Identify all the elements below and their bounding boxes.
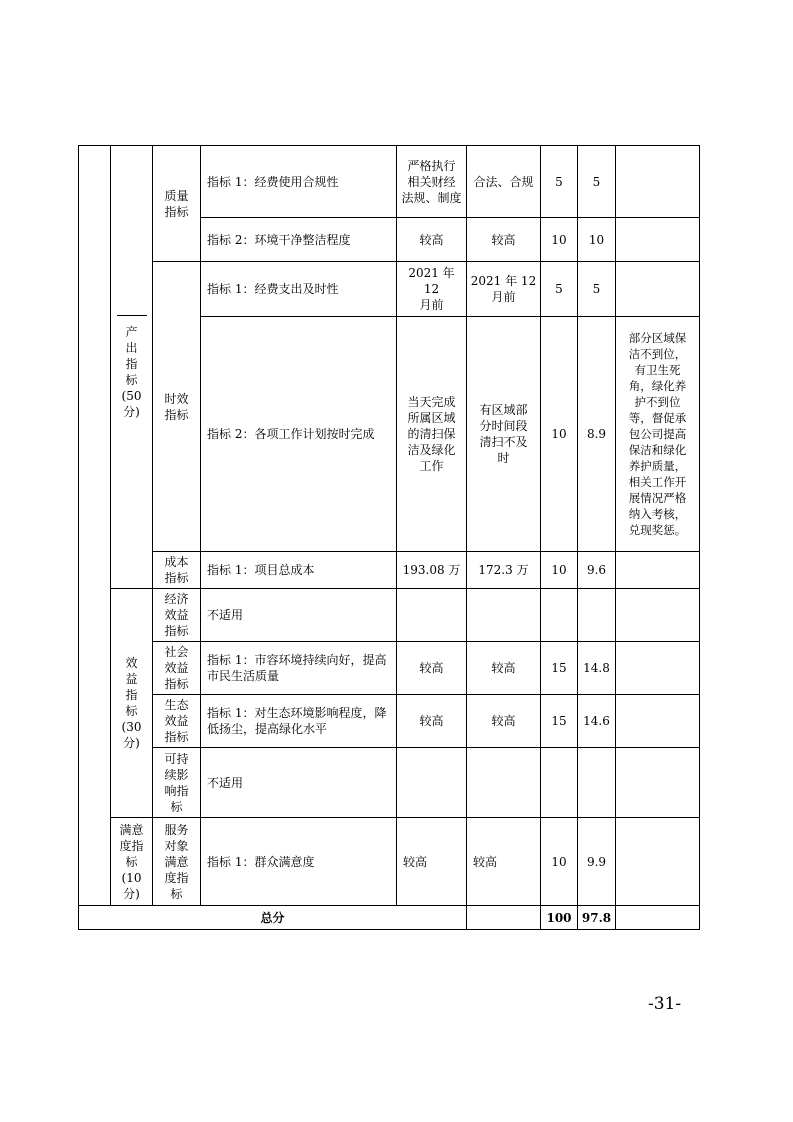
ecological-benefit-label: 生态 效益 指标 <box>153 695 201 748</box>
weight-cell: 10 <box>541 818 578 906</box>
total-row <box>79 906 700 930</box>
indicator-cell: 不适用 <box>201 748 397 818</box>
weight-cell: 15 <box>541 642 578 695</box>
weight-cell <box>541 748 578 818</box>
total-score: 97.8 <box>578 906 616 930</box>
total-note <box>616 906 700 930</box>
indicator-cell: 指标 1：项目总成本 <box>201 552 397 589</box>
score-cell <box>578 589 616 642</box>
score-cell <box>578 748 616 818</box>
weight-cell <box>541 589 578 642</box>
actual-cell: 合法、合规 <box>467 146 541 218</box>
indicator-cell: 指标 2：各项工作计划按时完成 <box>201 317 397 552</box>
target-cell: 较高 <box>397 642 467 695</box>
score-cell: 10 <box>578 218 616 262</box>
score-cell: 14.6 <box>578 695 616 748</box>
target-cell: 2021 年 12 月前 <box>397 262 467 317</box>
target-cell: 较高 <box>397 218 467 262</box>
indicator-cell: 指标 1：对生态环境影响程度，降低扬尘，提高绿化水平 <box>201 695 397 748</box>
score-cell: 14.8 <box>578 642 616 695</box>
social-benefit-label: 社会 效益 指标 <box>153 642 201 695</box>
table-row <box>79 589 700 642</box>
table-row <box>79 552 700 589</box>
indicator-cell: 不适用 <box>201 589 397 642</box>
score-cell: 9.9 <box>578 818 616 906</box>
target-cell: 较高 <box>397 695 467 748</box>
table-row <box>79 748 700 818</box>
benefit-indicator-header: 效 益 指 标 (30 分) <box>111 589 153 818</box>
satisfaction-indicator-header: 满意 度指 标 (10 分) <box>111 818 153 906</box>
note-cell <box>616 695 700 748</box>
target-cell: 当天完成 所属区域 的清扫保 洁及绿化 工作 <box>397 317 467 552</box>
note-cell <box>616 818 700 906</box>
indicator-cell: 指标 1：市容环境持续向好，提高市民生活质量 <box>201 642 397 695</box>
target-cell: 193.08 万 <box>397 552 467 589</box>
note-cell <box>616 642 700 695</box>
weight-cell: 5 <box>541 262 578 317</box>
indicator-cell: 指标 1：经费支出及时性 <box>201 262 397 317</box>
score-cell: 9.6 <box>578 552 616 589</box>
actual-cell <box>467 748 541 818</box>
target-cell: 严格执行 相关财经 法规、制度 <box>397 146 467 218</box>
indicator-cell: 指标 1：经费使用合规性 <box>201 146 397 218</box>
actual-cell: 较高 <box>467 642 541 695</box>
note-cell <box>616 748 700 818</box>
cost-indicator-label: 成本 指标 <box>153 552 201 589</box>
note-cell <box>616 262 700 317</box>
performance-table <box>78 145 700 930</box>
timeliness-indicator-label: 时效 指标 <box>153 262 201 552</box>
actual-cell: 较高 <box>467 218 541 262</box>
note-cell <box>616 218 700 262</box>
note-cell: 部分区域保 洁不到位， 有卫生死 角，绿化养 护不到位 等，督促承 包公司提高 保洁和绿化 养护质量， 相关工作开 展情况严格 纳入考核， 兑现奖惩。 <box>616 317 700 552</box>
table-row <box>79 262 700 317</box>
service-satisfaction-label: 服务 对象 满意 度指 标 <box>153 818 201 906</box>
table-row <box>79 695 700 748</box>
score-cell: 5 <box>578 146 616 218</box>
weight-cell: 10 <box>541 552 578 589</box>
actual-cell: 较高 <box>467 818 541 906</box>
target-cell <box>397 748 467 818</box>
quality-indicator-label: 质量 指标 <box>153 146 201 262</box>
total-weight: 100 <box>541 906 578 930</box>
table-row <box>79 146 700 218</box>
note-cell <box>616 589 700 642</box>
sustainability-label: 可持 续影 响指 标 <box>153 748 201 818</box>
table-row <box>79 818 700 906</box>
target-cell <box>397 589 467 642</box>
weight-cell: 10 <box>541 317 578 552</box>
page-number: -31- <box>648 994 682 1014</box>
actual-cell: 172.3 万 <box>467 552 541 589</box>
score-cell: 5 <box>578 262 616 317</box>
indicator-cell: 指标 2：环境干净整洁程度 <box>201 218 397 262</box>
economic-benefit-label: 经济 效益 指标 <box>153 589 201 642</box>
actual-cell: 2021 年 12 月前 <box>467 262 541 317</box>
table-row <box>79 642 700 695</box>
note-cell <box>616 146 700 218</box>
weight-cell: 5 <box>541 146 578 218</box>
total-blank-cell <box>467 906 541 930</box>
weight-cell: 10 <box>541 218 578 262</box>
note-cell <box>616 552 700 589</box>
first-level-blank-cell <box>79 146 111 906</box>
actual-cell <box>467 589 541 642</box>
actual-cell: 较高 <box>467 695 541 748</box>
weight-cell: 15 <box>541 695 578 748</box>
indicator-cell: 指标 1：群众满意度 <box>201 818 397 906</box>
output-indicator-header: 产 出 指 标 (50 分) <box>111 146 153 589</box>
actual-cell: 有区域部 分时间段 清扫不及 时 <box>467 317 541 552</box>
total-label: 总分 <box>79 906 467 930</box>
target-cell: 较高 <box>397 818 467 906</box>
score-cell: 8.9 <box>578 317 616 552</box>
